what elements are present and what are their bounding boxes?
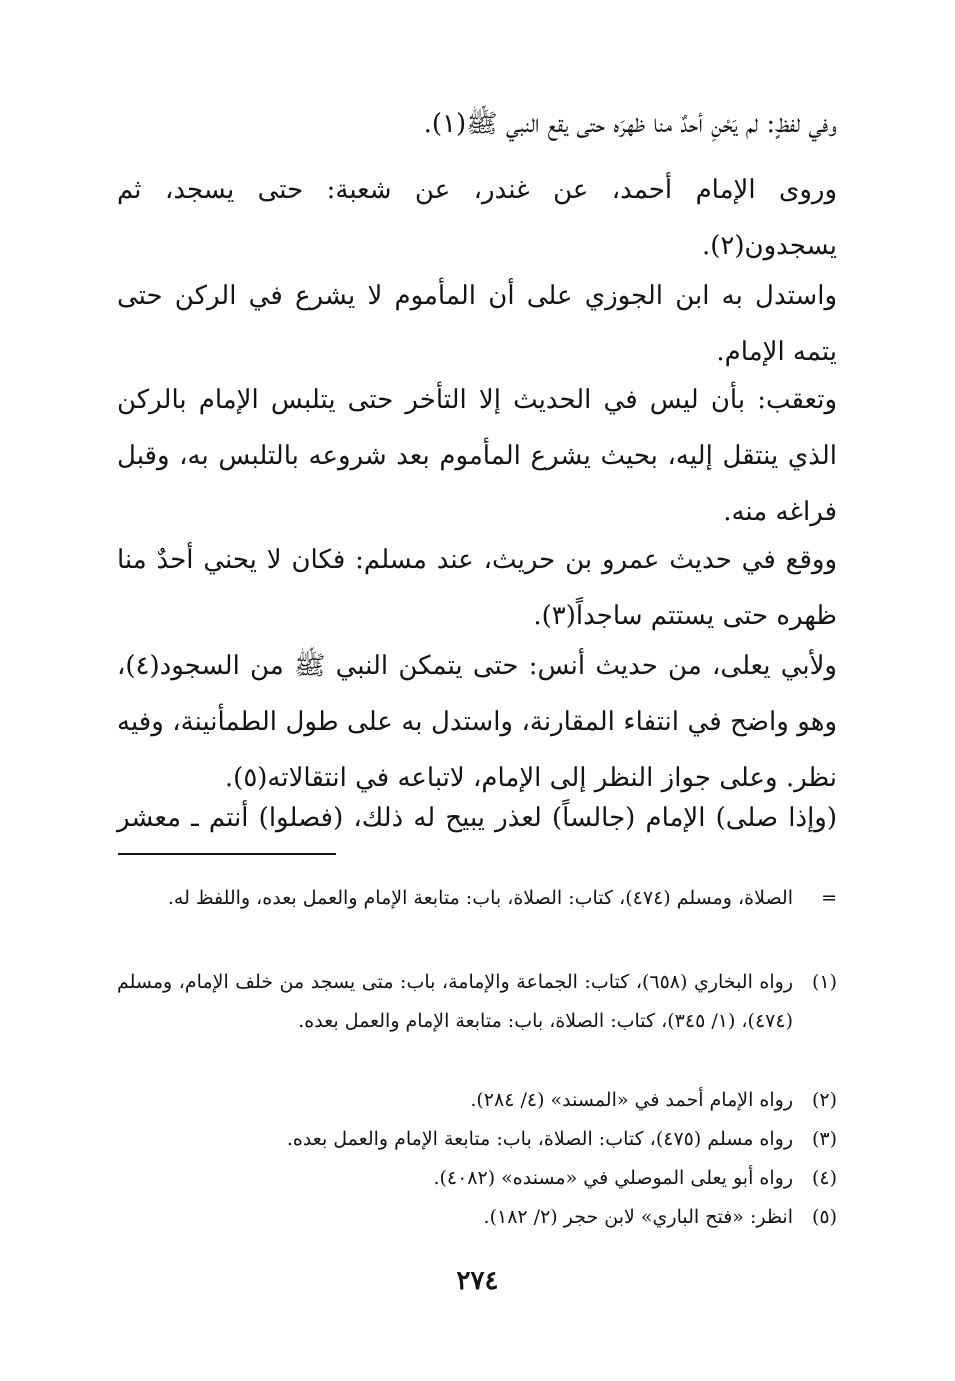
footnote-marker: = — [821, 887, 837, 909]
footnote-text: رواه الإمام أحمد في «المسند» (٤/ ٢٨٤). — [470, 1089, 793, 1111]
paragraph-2: وروى الإمام أحمد، عن غندر، عن شعبة: حتى يسجد، ثم يسجدون(٢). — [117, 175, 837, 261]
paragraph-3: واستدل به ابن الجوزي على أن المأموم لا يشرع في الركن حتى يتمه الإمام. — [117, 281, 837, 367]
paragraph-4: وتعقب: بأن ليس في الحديث إلا التأخر حتى يتلبس الإمام بالركن الذي ينتقل إليه، بحيث يشرع المأموم بعد شروعه بالتلبس به، وقبل فراغه منه. — [117, 385, 838, 527]
footnote-3 — [117, 1120, 837, 1159]
footnote-text: رواه أبو يعلى الموصلي في «مسنده» (٤٠٨٢). — [433, 1167, 793, 1189]
footnote-continuation — [117, 879, 837, 918]
footnote-number: (٣) — [811, 1128, 837, 1150]
footnote-text: انظر: «فتح الباري» لابن حجر (٢/ ١٨٢). — [483, 1206, 793, 1228]
footnote-1 — [117, 963, 837, 1041]
footnote-number: (١) — [811, 971, 837, 993]
footnote-number: (٢) — [811, 1089, 837, 1111]
footnote-number: (٤) — [811, 1167, 837, 1189]
footnote-separator — [118, 853, 336, 855]
footnote-text: رواه مسلم (٤٧٥)، كتاب: الصلاة، باب: متابعة الإمام والعمل بعده. — [286, 1128, 793, 1150]
footnote-4 — [117, 1159, 837, 1198]
footnote-text: رواه البخاري (٦٥٨)، كتاب: الجماعة والإمامة، باب: متى يسجد من خلف الإمام، ومسلم (٤٧٤)، (١/ ٣٤٥)، كتاب: الصلاة، باب: متابعة الإمام والعمل بعده. — [117, 971, 794, 1032]
footnote-text: الصلاة، ومسلم (٤٧٤)، كتاب: الصلاة، باب: متابعة الإمام والعمل بعده، واللفظ له. — [167, 887, 793, 909]
footnote-number: (٥) — [811, 1206, 837, 1228]
footnote-2 — [117, 1081, 837, 1120]
paragraph-7: (وإذا صلى) الإمام (جالساً) لعذر يبيح له ذلك، (فصلوا) أنتم ـ معشر — [117, 803, 837, 833]
page-number: ٢٧٤ — [456, 1266, 499, 1296]
paragraph-6: ولأبي يعلى، من حديث أنس: حتى يتمكن النبي ﷺ من السجود(٤)، وهو واضح في انتفاء المقارنة، واستدل به على طول الطمأنينة، وفيه نظر. وعلى جواز النظر إلى الإمام، لاتباعه في انتقالاته(٥). — [117, 651, 837, 793]
footnote-5 — [117, 1198, 837, 1237]
paragraph-1: وفي لفظٍ: لم يَحْنِ أحدٌ منا ظهرَه حتى يقع النبي ﷺ(١). — [423, 109, 837, 139]
paragraph-5: ووقع في حديث عمرو بن حريث، عند مسلم: فكان لا يحني أحدٌ منا ظهره حتى يستتم ساجداً(٣). — [117, 545, 837, 631]
